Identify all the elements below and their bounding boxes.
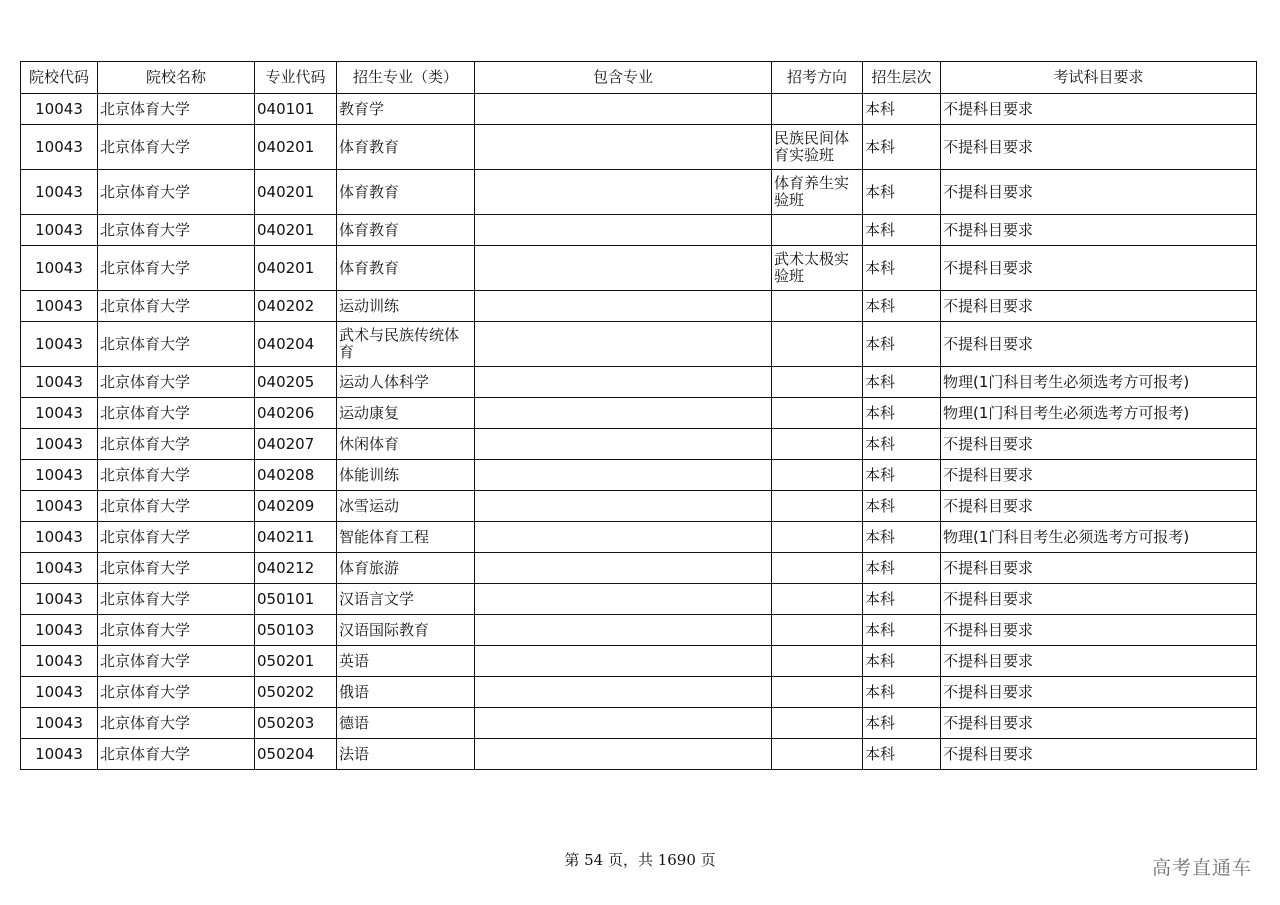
cell-major: 体育教育 [337, 125, 475, 170]
cell-major: 智能体育工程 [337, 522, 475, 553]
cell-school-name: 北京体育大学 [98, 398, 255, 429]
cell-subject-requirement: 不提科目要求 [941, 125, 1257, 170]
cell-included-majors [475, 522, 772, 553]
cell-school-name: 北京体育大学 [98, 246, 255, 291]
cell-school-name: 北京体育大学 [98, 708, 255, 739]
cell-school-name: 北京体育大学 [98, 615, 255, 646]
cell-subject-requirement: 不提科目要求 [941, 708, 1257, 739]
cell-level: 本科 [863, 94, 941, 125]
cell-school-name: 北京体育大学 [98, 739, 255, 770]
table-row [21, 170, 1257, 215]
cell-school-name: 北京体育大学 [98, 291, 255, 322]
cell-major-code: 050103 [255, 615, 337, 646]
cell-school-name: 北京体育大学 [98, 553, 255, 584]
table-row [21, 491, 1257, 522]
table-row [21, 677, 1257, 708]
cell-major: 体育教育 [337, 215, 475, 246]
cell-school-code: 10043 [21, 322, 98, 367]
cell-included-majors [475, 367, 772, 398]
table-row [21, 291, 1257, 322]
cell-level: 本科 [863, 170, 941, 215]
cell-school-name: 北京体育大学 [98, 367, 255, 398]
cell-major: 俄语 [337, 677, 475, 708]
cell-major: 德语 [337, 708, 475, 739]
cell-direction [772, 522, 863, 553]
cell-major: 休闲体育 [337, 429, 475, 460]
cell-subject-requirement: 不提科目要求 [941, 291, 1257, 322]
cell-major-code: 040209 [255, 491, 337, 522]
cell-school-name: 北京体育大学 [98, 215, 255, 246]
cell-level: 本科 [863, 553, 941, 584]
cell-subject-requirement: 物理(1门科目考生必须选考方可报考) [941, 367, 1257, 398]
table-row [21, 398, 1257, 429]
cell-major-code: 050203 [255, 708, 337, 739]
cell-included-majors [475, 94, 772, 125]
cell-direction: 体育养生实验班 [772, 170, 863, 215]
cell-level: 本科 [863, 584, 941, 615]
cell-subject-requirement: 不提科目要求 [941, 584, 1257, 615]
table-header-row [21, 62, 1257, 94]
cell-school-name: 北京体育大学 [98, 584, 255, 615]
cell-included-majors [475, 646, 772, 677]
table-row [21, 646, 1257, 677]
cell-major: 体育教育 [337, 246, 475, 291]
cell-level: 本科 [863, 522, 941, 553]
cell-major: 汉语国际教育 [337, 615, 475, 646]
cell-school-code: 10043 [21, 429, 98, 460]
cell-subject-requirement: 不提科目要求 [941, 322, 1257, 367]
cell-school-code: 10043 [21, 125, 98, 170]
cell-included-majors [475, 215, 772, 246]
cell-level: 本科 [863, 125, 941, 170]
table-row [21, 708, 1257, 739]
cell-included-majors [475, 322, 772, 367]
cell-school-name: 北京体育大学 [98, 170, 255, 215]
table-row [21, 322, 1257, 367]
cell-direction [772, 739, 863, 770]
cell-major-code: 040201 [255, 246, 337, 291]
cell-level: 本科 [863, 322, 941, 367]
cell-school-code: 10043 [21, 246, 98, 291]
cell-included-majors [475, 708, 772, 739]
cell-major-code: 040201 [255, 125, 337, 170]
cell-major-code: 040205 [255, 367, 337, 398]
cell-level: 本科 [863, 491, 941, 522]
cell-school-code: 10043 [21, 491, 98, 522]
cell-major: 体能训练 [337, 460, 475, 491]
header-major: 招生专业（类） [337, 62, 475, 94]
cell-direction [772, 615, 863, 646]
cell-included-majors [475, 460, 772, 491]
watermark-text: 高考直通车 [1151, 857, 1252, 879]
cell-included-majors [475, 739, 772, 770]
cell-school-code: 10043 [21, 584, 98, 615]
cell-direction [772, 708, 863, 739]
cell-major-code: 040202 [255, 291, 337, 322]
cell-school-code: 10043 [21, 615, 98, 646]
cell-subject-requirement: 不提科目要求 [941, 615, 1257, 646]
cell-major-code: 050101 [255, 584, 337, 615]
table-row [21, 215, 1257, 246]
cell-included-majors [475, 584, 772, 615]
cell-school-name: 北京体育大学 [98, 522, 255, 553]
cell-major: 体育旅游 [337, 553, 475, 584]
cell-subject-requirement: 不提科目要求 [941, 94, 1257, 125]
cell-major: 冰雪运动 [337, 491, 475, 522]
cell-major: 英语 [337, 646, 475, 677]
cell-included-majors [475, 491, 772, 522]
cell-subject-requirement: 物理(1门科目考生必须选考方可报考) [941, 522, 1257, 553]
cell-major-code: 040201 [255, 170, 337, 215]
cell-school-code: 10043 [21, 522, 98, 553]
cell-major: 法语 [337, 739, 475, 770]
cell-subject-requirement: 不提科目要求 [941, 646, 1257, 677]
cell-subject-requirement: 不提科目要求 [941, 739, 1257, 770]
cell-major-code: 040212 [255, 553, 337, 584]
table-row [21, 460, 1257, 491]
cell-level: 本科 [863, 429, 941, 460]
cell-major-code: 040101 [255, 94, 337, 125]
cell-school-code: 10043 [21, 460, 98, 491]
cell-major-code: 040211 [255, 522, 337, 553]
cell-direction [772, 367, 863, 398]
cell-direction [772, 429, 863, 460]
cell-major: 教育学 [337, 94, 475, 125]
cell-included-majors [475, 125, 772, 170]
table-row [21, 367, 1257, 398]
table-row [21, 246, 1257, 291]
page-number: 第 54 页，共 1690 页 [564, 851, 716, 869]
table-row [21, 739, 1257, 770]
cell-included-majors [475, 246, 772, 291]
cell-direction [772, 553, 863, 584]
cell-school-name: 北京体育大学 [98, 677, 255, 708]
cell-school-code: 10043 [21, 367, 98, 398]
cell-direction [772, 322, 863, 367]
cell-school-name: 北京体育大学 [98, 322, 255, 367]
cell-school-code: 10043 [21, 677, 98, 708]
cell-direction [772, 646, 863, 677]
table-row [21, 584, 1257, 615]
cell-level: 本科 [863, 739, 941, 770]
cell-direction [772, 291, 863, 322]
cell-included-majors [475, 170, 772, 215]
cell-school-code: 10043 [21, 739, 98, 770]
cell-major-code: 040204 [255, 322, 337, 367]
cell-level: 本科 [863, 215, 941, 246]
cell-school-code: 10043 [21, 291, 98, 322]
header-subject-requirement: 考试科目要求 [941, 62, 1257, 94]
header-school-code: 院校代码 [21, 62, 98, 94]
cell-school-code: 10043 [21, 170, 98, 215]
cell-subject-requirement: 不提科目要求 [941, 215, 1257, 246]
cell-subject-requirement: 不提科目要求 [941, 460, 1257, 491]
cell-included-majors [475, 677, 772, 708]
cell-level: 本科 [863, 398, 941, 429]
cell-major: 运动训练 [337, 291, 475, 322]
header-included-majors: 包含专业 [475, 62, 772, 94]
cell-major-code: 040201 [255, 215, 337, 246]
cell-level: 本科 [863, 460, 941, 491]
cell-included-majors [475, 429, 772, 460]
cell-direction [772, 460, 863, 491]
cell-included-majors [475, 553, 772, 584]
cell-direction [772, 94, 863, 125]
header-level: 招生层次 [863, 62, 941, 94]
cell-major: 体育教育 [337, 170, 475, 215]
cell-school-name: 北京体育大学 [98, 646, 255, 677]
cell-direction [772, 215, 863, 246]
cell-subject-requirement: 不提科目要求 [941, 429, 1257, 460]
cell-level: 本科 [863, 708, 941, 739]
cell-direction: 民族民间体育实验班 [772, 125, 863, 170]
cell-major: 运动康复 [337, 398, 475, 429]
cell-major-code: 040208 [255, 460, 337, 491]
header-school-name: 院校名称 [98, 62, 255, 94]
cell-school-name: 北京体育大学 [98, 94, 255, 125]
cell-direction [772, 398, 863, 429]
cell-subject-requirement: 不提科目要求 [941, 677, 1257, 708]
cell-subject-requirement: 物理(1门科目考生必须选考方可报考) [941, 398, 1257, 429]
cell-level: 本科 [863, 367, 941, 398]
table-row [21, 615, 1257, 646]
cell-school-name: 北京体育大学 [98, 125, 255, 170]
cell-subject-requirement: 不提科目要求 [941, 246, 1257, 291]
cell-level: 本科 [863, 615, 941, 646]
cell-school-code: 10043 [21, 215, 98, 246]
cell-subject-requirement: 不提科目要求 [941, 491, 1257, 522]
table-row [21, 94, 1257, 125]
admissions-table [20, 61, 1257, 770]
cell-direction: 武术太极实验班 [772, 246, 863, 291]
cell-level: 本科 [863, 677, 941, 708]
cell-major: 运动人体科学 [337, 367, 475, 398]
cell-level: 本科 [863, 646, 941, 677]
header-major-code: 专业代码 [255, 62, 337, 94]
cell-major-code: 040207 [255, 429, 337, 460]
cell-major-code: 050202 [255, 677, 337, 708]
cell-school-name: 北京体育大学 [98, 429, 255, 460]
cell-major: 武术与民族传统体育 [337, 322, 475, 367]
cell-major-code: 050201 [255, 646, 337, 677]
cell-included-majors [475, 615, 772, 646]
cell-included-majors [475, 398, 772, 429]
cell-major: 汉语言文学 [337, 584, 475, 615]
cell-school-code: 10043 [21, 646, 98, 677]
cell-level: 本科 [863, 246, 941, 291]
cell-school-code: 10043 [21, 553, 98, 584]
table-row [21, 553, 1257, 584]
cell-school-name: 北京体育大学 [98, 491, 255, 522]
table-row [21, 522, 1257, 553]
cell-major-code: 050204 [255, 739, 337, 770]
cell-level: 本科 [863, 291, 941, 322]
table-row [21, 429, 1257, 460]
cell-direction [772, 491, 863, 522]
cell-subject-requirement: 不提科目要求 [941, 553, 1257, 584]
cell-subject-requirement: 不提科目要求 [941, 170, 1257, 215]
cell-direction [772, 677, 863, 708]
table-row [21, 125, 1257, 170]
cell-school-code: 10043 [21, 708, 98, 739]
cell-school-name: 北京体育大学 [98, 460, 255, 491]
cell-major-code: 040206 [255, 398, 337, 429]
cell-school-code: 10043 [21, 94, 98, 125]
cell-included-majors [475, 291, 772, 322]
header-direction: 招考方向 [772, 62, 863, 94]
cell-school-code: 10043 [21, 398, 98, 429]
cell-direction [772, 584, 863, 615]
